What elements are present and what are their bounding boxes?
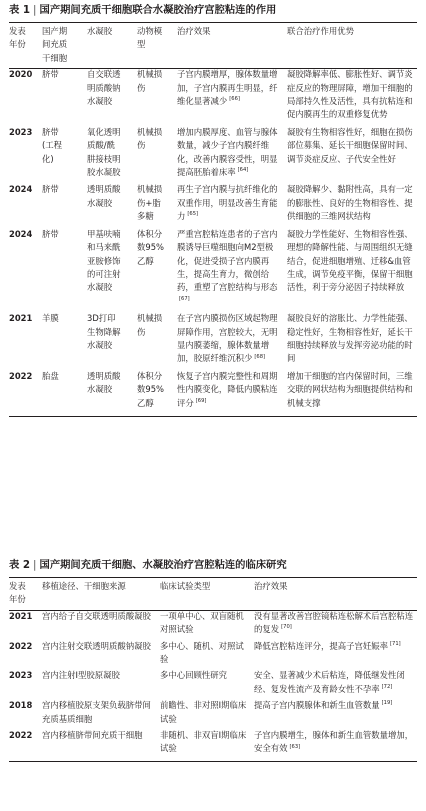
cell-route [40,610,158,640]
cell-route [40,699,158,729]
cell-advantage [285,183,417,227]
table1 [9,25,417,414]
cell-hydrogel-text: 3D打印 生物降解 水凝胶 [87,313,121,350]
cell-animal-model [135,370,175,414]
table2-header-route: 移植途径、干细胞来源 [42,581,126,591]
table1-body [9,68,417,414]
table2-body [9,610,417,759]
cell-trial-type-text: 非随机、非双盲Ⅰ期临床试验 [160,730,247,754]
cell-hydrogel-text: 氧化透明 质酸/酰 肼接枝明 胶水凝胶 [87,126,121,178]
table1-caption: 表 1 | 国产期间充质干细胞联合水凝胶治疗宫腔粘连的作用 [9,4,277,16]
citation-ref: [72] [381,684,393,691]
table1-header-cell: 国产期 间充质 干细胞 [42,26,68,63]
citation-ref: [66] [229,96,240,103]
cell-stem-cell-source [40,370,85,414]
table-row [9,228,417,312]
cell-year-text: 2024 [9,228,33,239]
table1-label: 表 1 [9,4,31,16]
cell-advantage [285,312,417,370]
cell-trial-type [158,610,252,640]
cell-advantage [285,68,417,126]
cell-stem-cell-source [40,68,85,126]
cell-year [9,68,40,126]
cell-year-text: 2024 [9,184,33,195]
citation-ref: [71] [390,640,401,647]
table-row [9,370,417,414]
cell-advantage-text: 凝胶良好的溶胀比、力学性能强、稳定性好，生物相容性好，延长干细胞持续释放与发挥旁泌功能的时间 [287,313,413,364]
cell-year [9,228,40,312]
cell-advantage [285,370,417,414]
cell-animal-model [135,228,175,312]
cell-route-text: 宫内注射交联透明质酸钠凝胶 [42,640,151,651]
table2-top-rule [9,577,417,578]
cell-year-text: 2018 [9,700,33,711]
cell-effect [252,669,417,699]
cell-effect [175,68,285,126]
cell-effect [175,126,285,184]
cell-advantage-text: 凝胶降解少、黏附性高，具有一定的膨胀性、良好的生物相容性、提供细胞的三维网状结构 [287,184,413,222]
cell-animal-model-text: 机械损 伤 [137,126,163,151]
cell-advantage-text: 凝胶有生物相容性好，细胞在损伤部位募集、延长干细胞保留时间、调节炎症反应、子代安全性好 [287,126,413,164]
cell-hydrogel [85,312,135,370]
cell-trial-type [158,669,252,699]
table-row [9,669,417,699]
cell-effect-text: 降低宫腔粘连评分，提高子宫妊娠率 [254,640,388,651]
cell-advantage [285,228,417,312]
cell-stem-cell-source-text: 脐带 [42,228,59,239]
cell-effect-text: 再生子宫内膜与抗纤维化的双重作用，明显改善生育能力 [177,184,278,222]
citation-ref: [67] [179,295,190,302]
cell-effect-text: 安全、显著减少术后粘连，降低继发性闭经、复发性流产及育龄女性不孕率 [254,670,405,694]
table2-header-year: 发表 年份 [9,581,26,605]
cell-hydrogel [85,370,135,414]
cell-animal-model [135,312,175,370]
cell-stem-cell-source [40,183,85,227]
cell-animal-model-text: 机械损 伤+脂 多糖 [137,184,163,222]
cell-animal-model-text: 体积分 数95% 乙醇 [137,228,164,266]
cell-year [9,699,40,729]
cell-route-text: 宫内移植脐带间充质干细胞 [42,730,143,741]
cell-effect [175,370,285,414]
cell-effect-text: 增加内膜厚度、血管与腺体数量，减少子宫内膜纤维化，改善内膜容受性，明显提高胚胎着床率 [177,126,278,178]
citation-ref: [63] [289,743,301,750]
cell-year-text: 2021 [9,313,33,324]
cell-hydrogel [85,183,135,227]
cell-stem-cell-source [40,228,85,312]
cell-animal-model-text: 机械损 伤 [137,69,163,93]
table2-header-effect: 治疗效果 [254,581,288,591]
table2-header-trial: 临床试验类型 [160,581,211,591]
citation-ref: [64] [237,167,249,174]
cell-year [9,729,40,759]
citation-ref: [69] [195,397,207,404]
cell-effect [252,729,417,759]
cell-advantage [285,126,417,184]
cell-hydrogel-text: 透明质酸 水凝胶 [87,184,121,208]
cell-trial-type [158,699,252,729]
cell-animal-model [135,126,175,184]
cell-year-text: 2022 [9,370,33,381]
cell-hydrogel [85,228,135,312]
table-row [9,729,417,759]
cell-advantage-text: 凝胶降解率低、膨胀性好、调节炎症反应的物理屏障，增加干细胞的局部持久性及活性，具有抗粘连和促内膜再生的双重修复优势 [287,69,413,120]
cell-advantage-text: 凝胶力学性能好、生物相容性强、理想的降解性能、与周围组织无缝结合，促进细胞增殖、迁移&血管生成，调节免疫平衡，保留干细胞活性，利于旁分泌因子持续释放 [287,228,413,293]
table-row [9,183,417,227]
cell-animal-model-text: 机械损 伤 [137,313,163,337]
citation-ref: [68] [254,353,266,360]
table-row [9,699,417,729]
cell-effect [252,699,417,729]
table1-header-model: 动物模 型 [137,26,163,50]
cell-effect-text: 子宫内膜增生，腺体和新生血管数量增加，安全有效 [254,730,414,754]
cell-effect-text: 子宫内膜增厚，腺体数量增加，子宫内膜再生明显，纤维化显著减少 [177,69,278,107]
table2-bottom-rule [9,761,417,762]
cell-trial-type-text: 多中心、随机、对照试验 [160,640,244,665]
table-row [9,312,417,370]
cell-animal-model [135,68,175,126]
cell-year [9,370,40,414]
cell-hydrogel-text: 透明质酸 水凝胶 [87,370,121,395]
cell-hydrogel-text: 甲基呋喃 和马来酰 亚胺修饰 的可注射 水凝胶 [87,228,121,293]
cell-route [40,729,158,759]
cell-effect-text: 没有显著改善宫腔镜粘连松解术后宫腔粘连的复发 [254,610,414,635]
cell-hydrogel-text: 自交联透 明质酸钠 水凝胶 [87,69,121,107]
table1-header-effect: 治疗效果 [177,26,211,36]
cell-year [9,126,40,184]
cell-stem-cell-source-text: 胎盘 [42,370,59,381]
cell-year [9,312,40,370]
table2-label: 表 2 [9,559,31,571]
table2-header [9,580,417,610]
table1-title: 国产期间充质干细胞联合水凝胶治疗宫腔粘连的作用 [39,4,277,16]
cell-route-text: 宫内移植胶原支架负载脐带间充质基质细胞 [42,700,151,724]
cell-effect-text: 严重宫腔粘连患者的子宫内膜诱导巨噬细胞向M2型极化，促进受损子宫内膜再生，提高生育力，微创给药，重塑了宫腔结构与形态 [177,228,278,293]
cell-animal-model-text: 体积分 数95% 乙醇 [137,370,164,408]
table1-header [9,25,417,68]
cell-year-text: 2022 [9,730,33,741]
cell-advantage-text: 增加干细胞的宫内保留时间，三维交联的网状结构为细胞提供结构和机械支撑 [287,370,413,408]
cell-year [9,183,40,227]
table2 [9,580,417,759]
cell-year [9,640,40,670]
cell-effect [252,610,417,640]
cell-effect [252,640,417,670]
cell-trial-type-text: 多中心回顾性研究 [160,670,227,681]
cell-route [40,669,158,699]
cell-trial-type [158,640,252,670]
cell-animal-model [135,183,175,227]
cell-year [9,610,40,640]
cell-effect-text: 在子宫内膜损伤区域起物理屏障作用，宫腔较大，无明显内膜萎缩，腺体数量增加，胶原纤维沉积少 [177,313,278,364]
table2-header-rule [9,610,417,611]
table-row [9,68,417,126]
cell-stem-cell-source-text: 脐带 (工程 化) [42,126,63,164]
cell-stem-cell-source-text: 脐带 [42,184,59,195]
cell-route-text: 宫内给子自交联透明质酸凝胶 [42,610,151,621]
cell-trial-type-text: 前瞻性、非对照Ⅰ期临床试验 [160,700,247,724]
table-row [9,610,417,640]
cell-hydrogel [85,68,135,126]
cell-year-text: 2021 [9,610,33,621]
cell-effect-text: 恢复子宫内膜完整性和周期性内膜变化，降低内膜粘连评分 [177,370,278,408]
table1-header-year: 发表 年份 [9,26,26,50]
table-row [9,126,417,184]
cell-effect [175,312,285,370]
cell-year-text: 2023 [9,126,33,137]
cell-route [40,640,158,670]
citation-ref: [19] [381,700,393,707]
table1-top-rule [9,22,417,23]
citation-ref: [65] [187,211,199,218]
cell-effect-text: 提高子宫内膜腺体和新生血管数量 [254,700,380,711]
cell-effect [175,183,285,227]
cell-hydrogel [85,126,135,184]
cell-stem-cell-source [40,126,85,184]
cell-trial-type-text: 一项单中心、双盲随机对照试验 [160,610,244,635]
cell-year-text: 2022 [9,640,33,651]
citation-ref: [70] [281,624,292,631]
table1-bottom-rule [9,416,417,417]
cell-stem-cell-source [40,312,85,370]
cell-year [9,669,40,699]
cell-year-text: 2023 [9,670,33,681]
table1-header-rule [9,68,417,69]
table1-header-advantage: 联合治疗作用优势 [287,26,354,36]
cell-year-text: 2020 [9,69,33,80]
table-row [9,640,417,670]
table2-caption: 表 2 | 国产期间充质干细胞、水凝胶治疗宫腔粘连的临床研究 [9,559,287,571]
cell-route-text: 宫内注射Ⅰ型胶原凝胶 [42,670,120,681]
cell-effect [175,228,285,312]
table1-header-gel: 水凝胶 [87,26,113,36]
cell-stem-cell-source-text: 羊膜 [42,313,59,324]
cell-trial-type [158,729,252,759]
cell-stem-cell-source-text: 脐带 [42,69,59,80]
table2-title: 国产期间充质干细胞、水凝胶治疗宫腔粘连的临床研究 [39,559,287,571]
